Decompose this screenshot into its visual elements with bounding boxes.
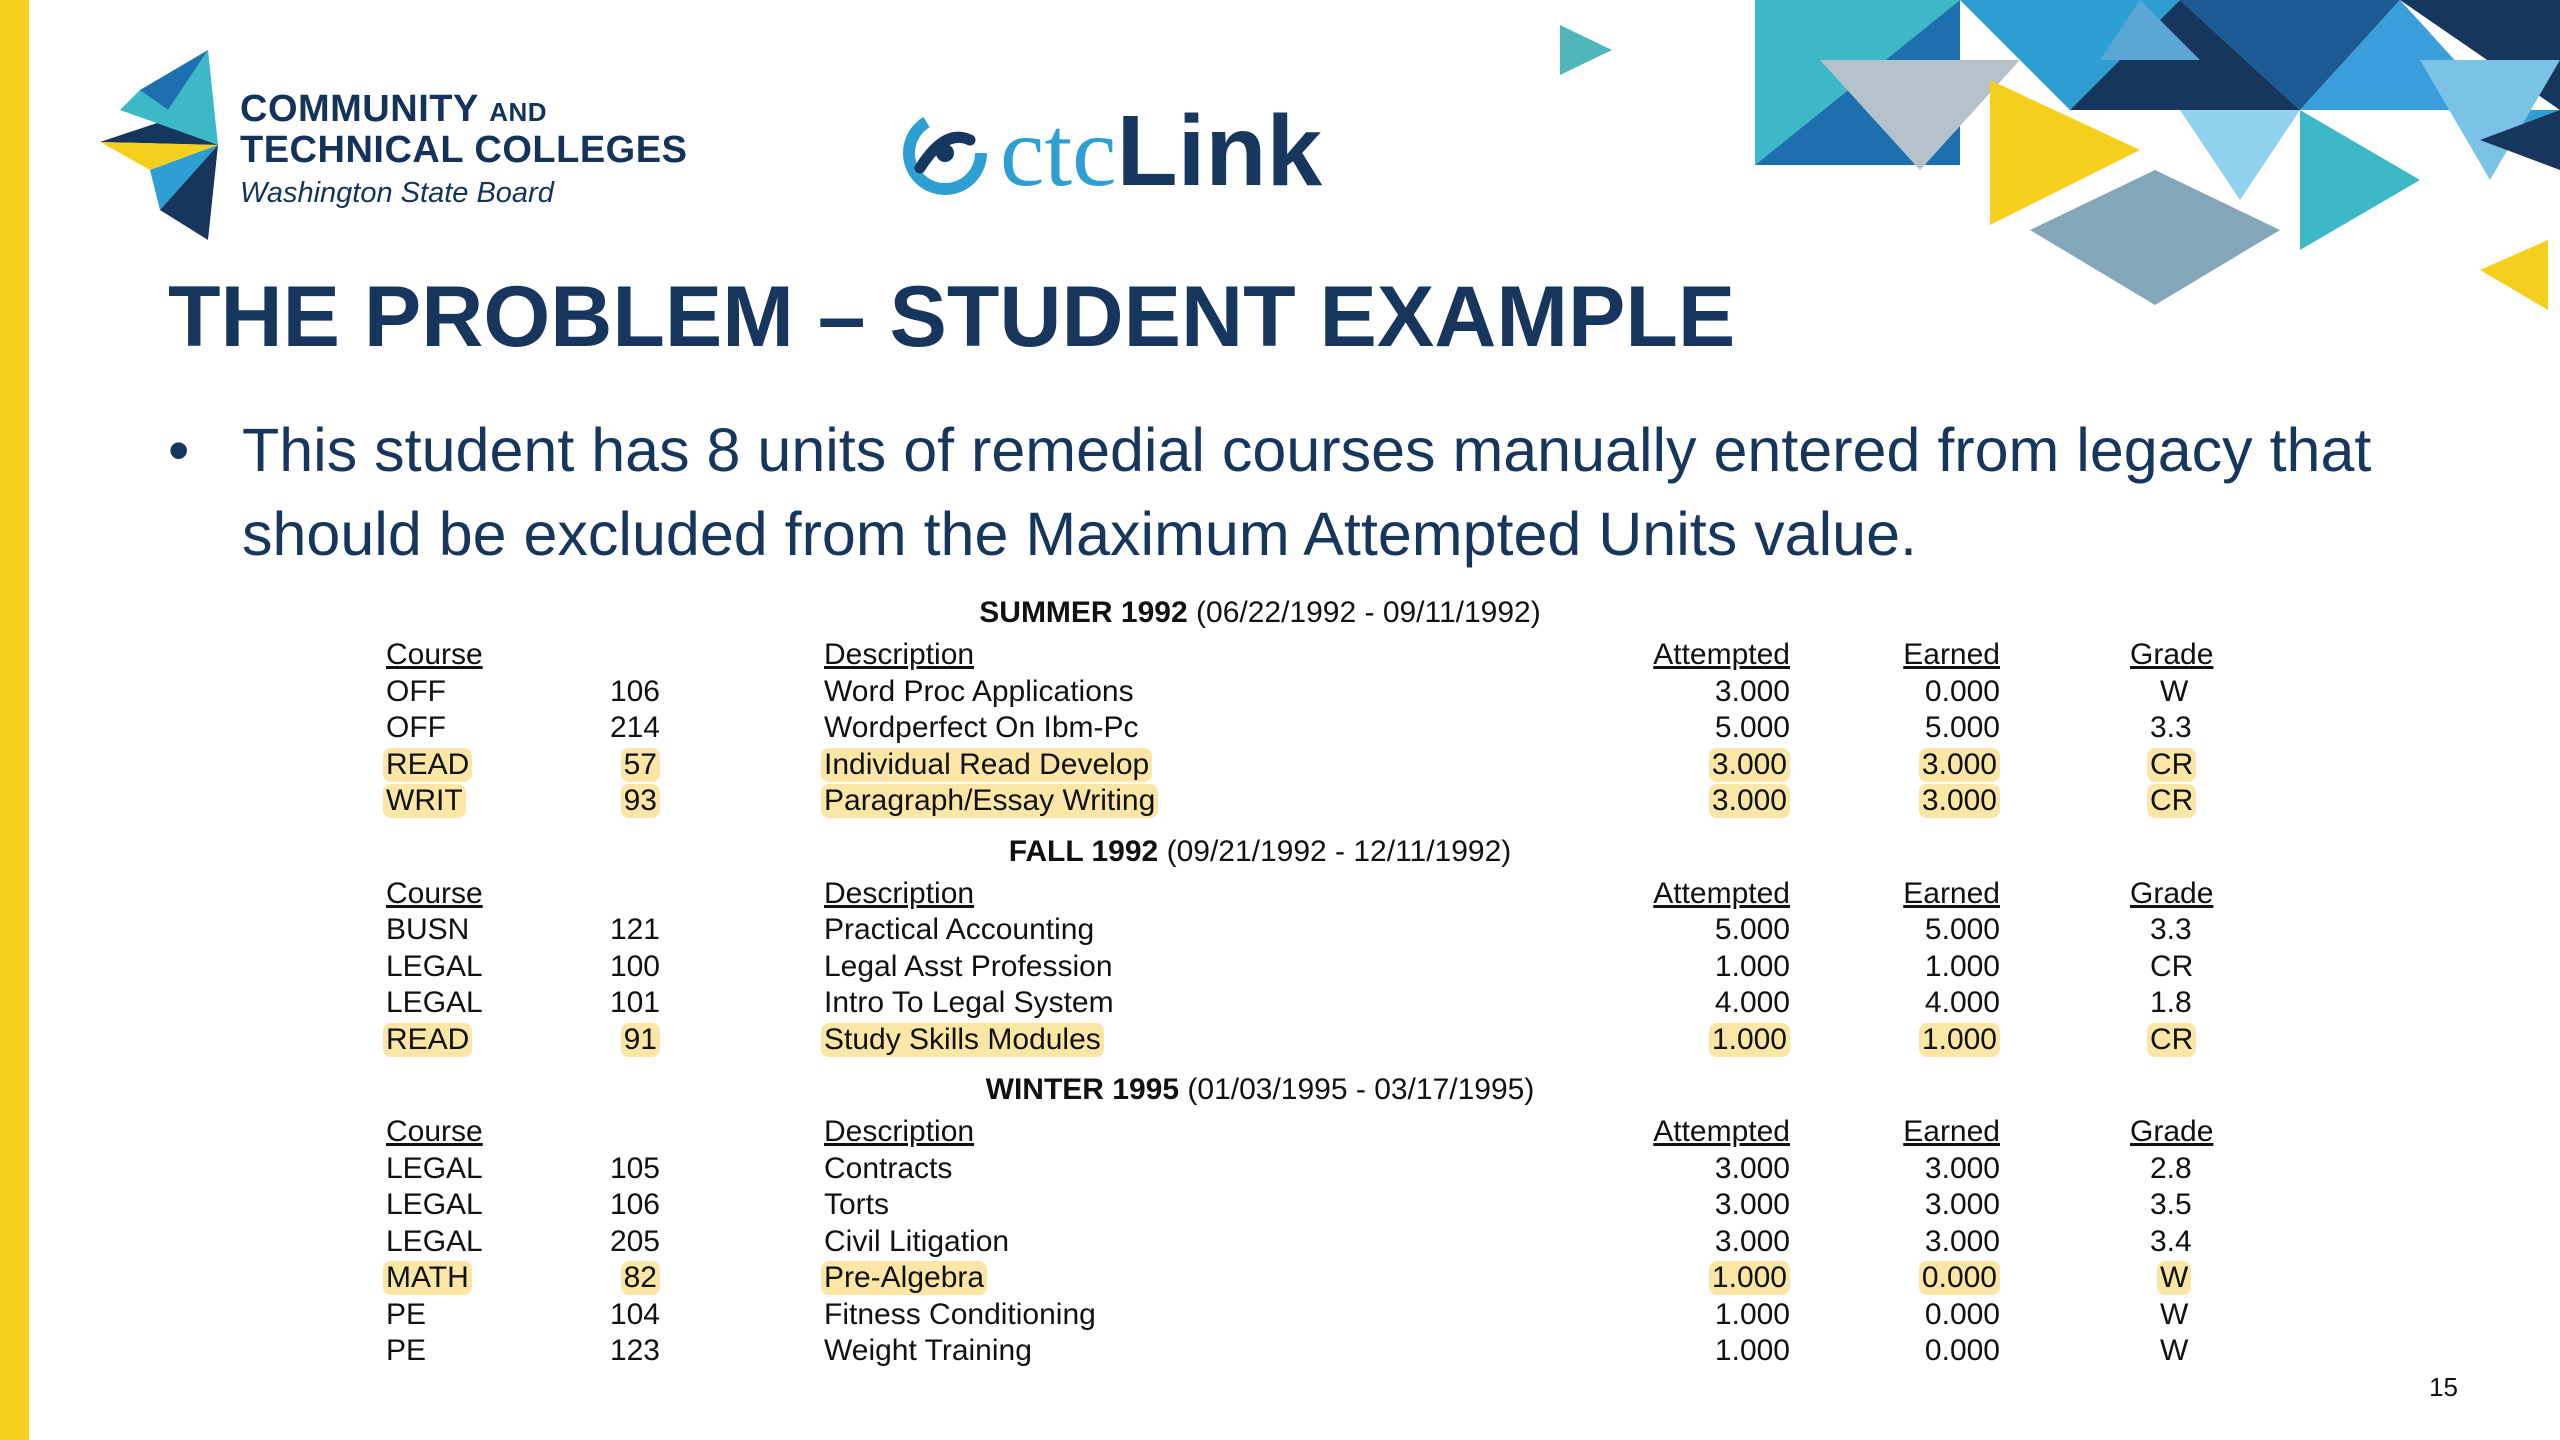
course-subject: LEGAL (386, 986, 483, 1019)
units-attempted: 1.000 (1714, 1297, 1790, 1331)
table-row (380, 1151, 2192, 1188)
column-header-course: Course (386, 1115, 483, 1148)
org-name-line2: TECHNICAL COLLEGES (240, 129, 688, 171)
ctclink-ctc: ctc (1000, 96, 1117, 207)
table-row (380, 711, 2192, 747)
course-description: Weight Training (824, 1334, 1032, 1367)
course-description: Legal Asst Profession (824, 949, 1113, 983)
grade: 2.8 (2150, 1151, 2192, 1185)
course-description: Practical Accounting (824, 913, 1095, 946)
term-dates: (01/03/1995 - 03/17/1995) (1187, 1073, 1535, 1106)
grade: CR (2147, 1023, 2196, 1057)
units-earned: 3.000 (1924, 1224, 2000, 1258)
course-description: Individual Read Develop (821, 748, 1152, 782)
page-number: 15 (2429, 1372, 2458, 1402)
column-header-grade: Grade (2130, 876, 2214, 910)
course-number: 57 (621, 748, 660, 782)
units-attempted: 3.000 (1709, 784, 1790, 818)
grade: W (2157, 1261, 2191, 1295)
column-header-attempted: Attempted (1653, 638, 1790, 671)
org-name-line3: Washington State Board (240, 177, 554, 209)
units-earned: 0.000 (1919, 1261, 2000, 1295)
grade: W (2160, 1297, 2189, 1331)
course-description: Contracts (824, 1151, 953, 1185)
org-name-community: COMMUNITY (240, 88, 479, 130)
org-name-line1 (240, 90, 687, 131)
course-number: 121 (609, 913, 660, 946)
course-subject: READ (383, 748, 472, 782)
term-name: WINTER 1995 (985, 1073, 1180, 1106)
units-attempted: 3.000 (1714, 1188, 1790, 1221)
column-header-attempted: Attempted (1653, 1115, 1790, 1148)
column-header-grade: Grade (2130, 1115, 2214, 1148)
course-subject: OFF (386, 674, 446, 708)
term-header (380, 596, 2140, 630)
term-name: FALL 1992 (1008, 834, 1159, 868)
term-header (380, 835, 2140, 869)
course-subject: PE (386, 1297, 427, 1331)
course-description: Fitness Conditioning (824, 1297, 1096, 1331)
units-attempted: 4.000 (1714, 986, 1790, 1019)
table-row (380, 1188, 2192, 1224)
units-attempted: 5.000 (1714, 913, 1790, 946)
table-row (380, 1297, 2189, 1334)
course-subject: WRIT (383, 784, 466, 818)
units-attempted: 3.000 (1714, 674, 1790, 708)
grade: W (2160, 674, 2189, 708)
left-accent-bar (0, 0, 29, 1440)
course-subject: PE (386, 1334, 427, 1367)
course-number: 214 (609, 711, 660, 744)
units-earned: 4.000 (1924, 986, 2000, 1019)
units-earned: 1.000 (1919, 1023, 2000, 1057)
course-subject: LEGAL (386, 1188, 483, 1221)
grade: CR (2147, 748, 2196, 782)
course-description: Word Proc Applications (824, 674, 1134, 708)
units-earned: 1.000 (1924, 949, 2000, 983)
column-header-earned: Earned (1903, 876, 2000, 910)
units-earned: 0.000 (1924, 1297, 2000, 1331)
column-header-row (380, 638, 2214, 674)
units-attempted: 1.000 (1709, 1023, 1790, 1057)
course-subject: MATH (383, 1261, 472, 1295)
grade: CR (2150, 949, 2194, 983)
course-number: 106 (609, 1188, 660, 1221)
column-header-attempted: Attempted (1653, 876, 1790, 910)
table-row (380, 747, 2194, 784)
course-number: 101 (609, 986, 660, 1019)
grade: W (2160, 1334, 2189, 1367)
grade: 3.3 (2150, 913, 2192, 946)
table-row (380, 674, 2189, 711)
column-header-earned: Earned (1903, 1115, 2000, 1148)
term-header (380, 1073, 2140, 1107)
course-description: Intro To Legal System (824, 986, 1114, 1019)
units-earned: 3.000 (1924, 1151, 2000, 1185)
course-description: Study Skills Modules (821, 1023, 1104, 1057)
course-number: 82 (621, 1261, 660, 1295)
column-header-description: Description (824, 638, 975, 671)
bullet-dot: • (168, 416, 190, 484)
course-number: 123 (609, 1334, 660, 1367)
table-row (380, 1261, 2189, 1297)
term-name: SUMMER 1992 (979, 596, 1188, 629)
ctclink-wordmark (1000, 96, 1322, 207)
units-attempted: 3.000 (1714, 1224, 1790, 1258)
column-header-description: Description (824, 1115, 975, 1148)
org-name-and: AND (489, 97, 548, 127)
course-number: 93 (621, 784, 660, 818)
course-description: Pre-Algebra (821, 1261, 987, 1295)
units-earned: 5.000 (1924, 913, 2000, 946)
course-number: 104 (609, 1297, 660, 1331)
slide-title: THE PROBLEM – STUDENT EXAMPLE (168, 269, 1736, 365)
units-earned: 0.000 (1924, 674, 2000, 708)
bullet-point (168, 408, 2448, 576)
ctclink-swirl-icon (900, 108, 990, 198)
course-number: 106 (609, 674, 660, 708)
table-row (380, 1022, 2194, 1059)
table-row (380, 1334, 2189, 1370)
course-number: 91 (621, 1023, 660, 1057)
units-earned: 0.000 (1924, 1334, 2000, 1367)
units-attempted: 1.000 (1714, 949, 1790, 983)
units-attempted: 1.000 (1709, 1261, 1790, 1295)
grade: 3.5 (2150, 1188, 2192, 1221)
course-subject: LEGAL (386, 949, 483, 983)
term-dates: (09/21/1992 - 12/11/1992) (1166, 834, 1512, 868)
units-earned: 3.000 (1919, 784, 2000, 818)
ctclink-link: Link (1116, 95, 1323, 207)
org-name (240, 90, 687, 213)
course-description: Wordperfect On Ibm-Pc (824, 711, 1139, 744)
table-row (380, 784, 2194, 820)
column-header-grade: Grade (2130, 638, 2214, 671)
course-description: Civil Litigation (824, 1224, 1010, 1258)
bullet-text: This student has 8 units of remedial courses manually entered from legacy that should be excluded from the Maximum Attempted Units value. (242, 416, 2372, 568)
grade: 3.4 (2150, 1224, 2192, 1258)
column-header-course: Course (386, 876, 483, 910)
units-attempted: 3.000 (1709, 748, 1790, 782)
column-header-course: Course (386, 638, 483, 671)
units-attempted: 1.000 (1714, 1334, 1790, 1367)
course-number: 100 (609, 949, 660, 983)
column-header-row (380, 1115, 2214, 1151)
course-subject: LEGAL (386, 1224, 483, 1258)
course-subject: READ (383, 1023, 472, 1057)
units-earned: 3.000 (1919, 748, 2000, 782)
course-number: 105 (609, 1151, 660, 1185)
course-number: 205 (609, 1224, 660, 1258)
course-description: Torts (824, 1188, 890, 1221)
table-row (380, 986, 2192, 1022)
course-subject: BUSN (386, 913, 470, 946)
course-subject: OFF (386, 711, 446, 744)
column-header-earned: Earned (1903, 638, 2000, 671)
term-dates: (06/22/1992 - 09/11/1992) (1196, 596, 1541, 629)
units-attempted: 5.000 (1714, 711, 1790, 744)
grade: 3.3 (2150, 711, 2192, 744)
table-row (380, 1224, 2192, 1261)
column-header-description: Description (824, 876, 975, 910)
table-row (380, 949, 2194, 986)
course-subject: LEGAL (386, 1151, 483, 1185)
units-earned: 5.000 (1924, 711, 2000, 744)
units-earned: 3.000 (1924, 1188, 2000, 1221)
units-attempted: 3.000 (1714, 1151, 1790, 1185)
grade: CR (2147, 784, 2196, 818)
table-row (380, 913, 2192, 949)
sbctc-star-logo-icon (100, 50, 220, 240)
column-header-row (380, 876, 2214, 913)
course-description: Paragraph/Essay Writing (821, 784, 1158, 818)
grade: 1.8 (2150, 986, 2192, 1019)
